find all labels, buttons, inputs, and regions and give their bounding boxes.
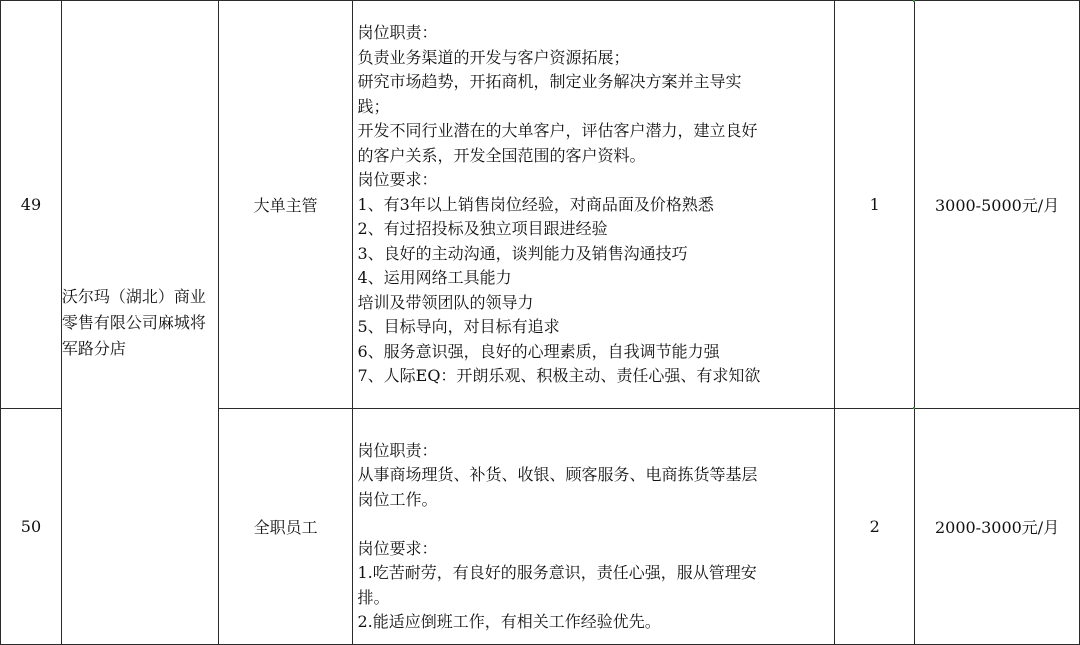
headcount: 2 (835, 409, 915, 645)
description-line: 践； (357, 96, 390, 116)
description-line: 6、服务意识强，良好的心理素质，自我调节能力强 (357, 341, 720, 361)
job-number: 49 (1, 1, 62, 409)
salary: 2000-3000元/月 (915, 409, 1080, 645)
description-lines (353, 20, 834, 389)
description-line: 开发不同行业潜在的大单客户，评估客户潜力，建立良好 (357, 121, 758, 141)
description-line: 岗位要求： (357, 538, 438, 558)
company-name: 沃尔玛（湖北）商业零售有限公司麻城将军路分店 (61, 1, 218, 645)
description-line: 培训及带领团队的领导力 (357, 292, 534, 312)
description-line: 负责业务渠道的开发与客户资源拓展； (357, 47, 630, 67)
job-number: 50 (1, 409, 62, 645)
description-line: 3、良好的主动沟通，谈判能力及销售沟通技巧 (357, 243, 688, 263)
salary: 3000-5000元/月 (915, 1, 1080, 409)
table-row (1, 1, 1080, 409)
description-line: 2.能适应倒班工作，有相关工作经验优先。 (357, 612, 661, 631)
job-description (353, 1, 835, 409)
description-line: 2、有过招投标及独立项目跟进经验 (357, 219, 608, 239)
cell-corner-marker (913, 0, 915, 2)
description-line: 从事商场理货、补货、收银、顾客服务、电商拣货等基层 (357, 465, 758, 484)
description-line: 岗位工作。 (357, 489, 438, 509)
headcount: 1 (835, 1, 915, 409)
description-line: 7、人际EQ：开朗乐观、积极主动、责任心强、有求知欲 (357, 366, 761, 386)
description-line: 5、目标导向，对目标有追求 (357, 317, 560, 337)
description-line: 岗位职责： (357, 440, 438, 460)
description-line: 岗位职责： (357, 23, 438, 43)
description-line (357, 512, 830, 537)
description-line: 岗位要求： (357, 170, 438, 190)
description-lines (353, 419, 834, 635)
job-title: 全职员工 (218, 409, 353, 645)
description-line: 研究市场趋势，开拓商机，制定业务解决方案并主导实 (357, 72, 742, 92)
job-title: 大单主管 (218, 1, 353, 409)
description-line: 1、有3年以上销售岗位经验，对商品面及价格熟悉 (357, 194, 714, 214)
description-line: 的客户关系，开发全国范围的客户资料。 (357, 145, 646, 165)
job-description (353, 409, 835, 645)
cell-corner-marker (913, 407, 915, 409)
description-line: 排。 (357, 587, 390, 607)
description-line: 1.吃苦耐劳，有良好的服务意识，责任心强，服从管理安 (357, 563, 757, 582)
description-line: 4、运用网络工具能力 (357, 268, 512, 288)
